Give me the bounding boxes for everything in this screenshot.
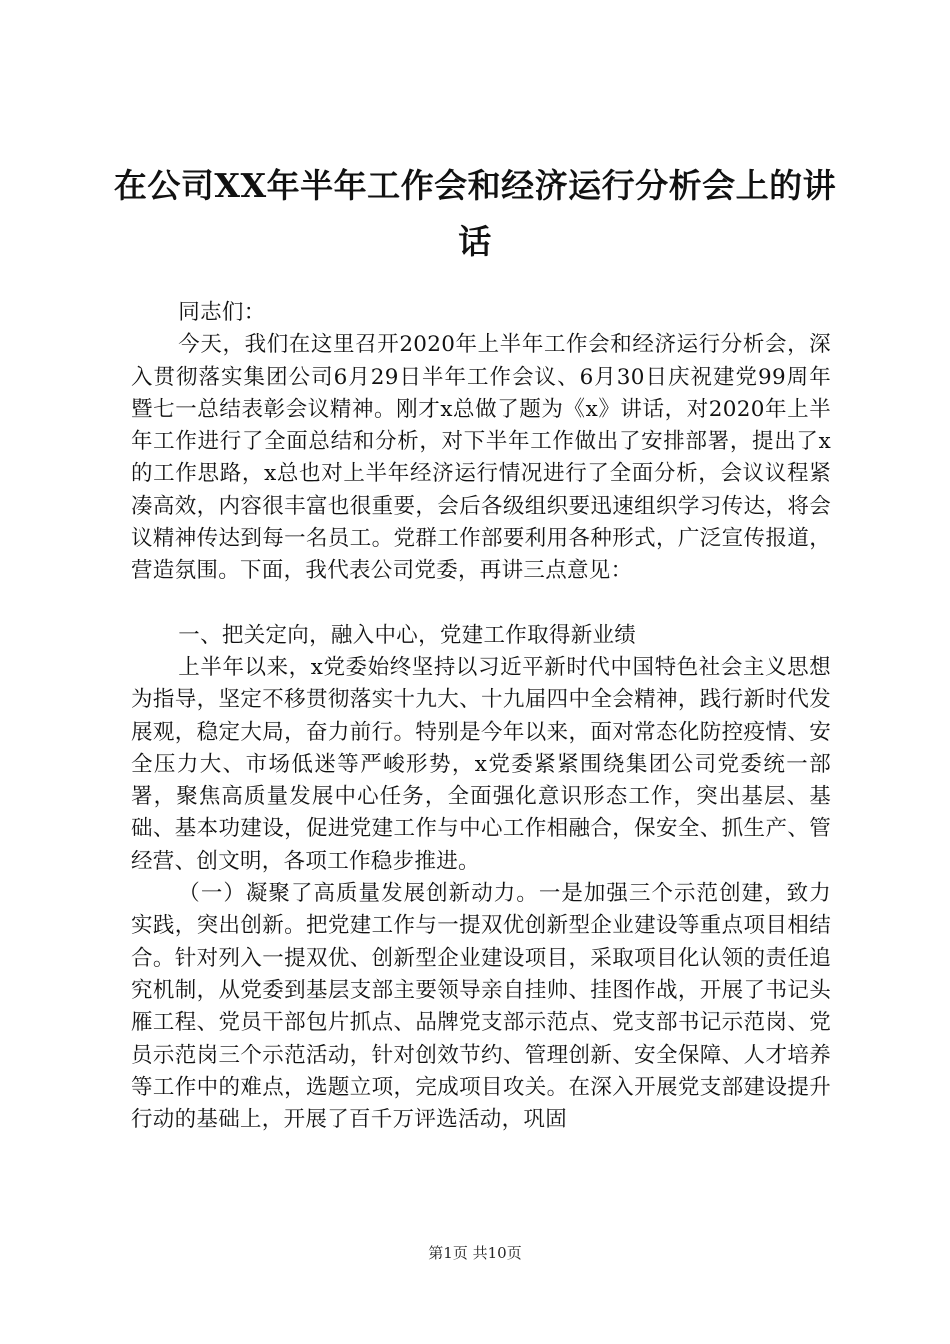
page-footer: 第1页 共10页 (428, 1244, 522, 1262)
paragraph-section-summary: 上半年以来，x党委始终坚持以习近平新时代中国特色社会主义思想为指导，坚定不移贯彻落实十九大、十九届四中全会精神，践行新时代发展观，稳定大局，奋力前行。特别是今年以来，面对常态化防控疫情、安全压力大、市场低迷等严峻形势，x党委紧紧围绕集团公司党委统一部署，聚焦高质量发展中心任务，全面强化意识形态工作，突出基层、基础、基本功建设，促进党建工作与中心工作相融合，保安全、抓生产、管经营、创文明，各项工作稳步推进。 (131, 654, 831, 874)
paragraph-subsection-one: （一）凝聚了高质量发展创新动力。一是加强三个示范创建，致力实践，突出创新。把党建工作与一提双优创新型企业建设等重点项目相结合。针对列入一提双优、创新型企业建设项目，采取项目化认领的责任追究机制，从党委到基层支部主要领导亲自挂帅、挂图作战，开展了书记头雁工程、党员干部包片抓点、品牌党支部示范点、党支部书记示范岗、党员示范岗三个示范活动，针对创效节约、管理创新、安全保障、人才培养等工作中的难点，选题立项，完成项目攻关。在深入开展党支部建设提升行动的基础上，开展了百千万评选活动，巩固 (131, 881, 831, 1133)
document-title: 在公司XX年半年工作会和经济运行分析会上的讲话 (113, 166, 837, 261)
document-body (131, 297, 831, 1136)
section-heading: 一、把关定向，融入中心，党建工作取得新业绩 (178, 622, 637, 648)
paragraph-intro: 今天，我们在这里召开2020年上半年工作会和经济运行分析会，深入贯彻落实集团公司6月29日半年工作会议、6月30日庆祝建党99周年暨七一总结表彰会议精神。刚才x总做了题为《x》讲话，对2020年上半年工作进行了全面总结和分析，对下半年工作做出了安排部署，提出了x的工作思路，x总也对上半年经济运行情况进行了全面分析，会议议程紧凑高效，内容很丰富也很重要，会后各级组织要迅速组织学习传达，将会议精神传达到每一名员工。党群工作部要利用各种形式，广泛宣传报道，营造氛围。下面，我代表公司党委，再讲三点意见： (131, 332, 831, 584)
salutation: 同志们： (178, 300, 266, 325)
